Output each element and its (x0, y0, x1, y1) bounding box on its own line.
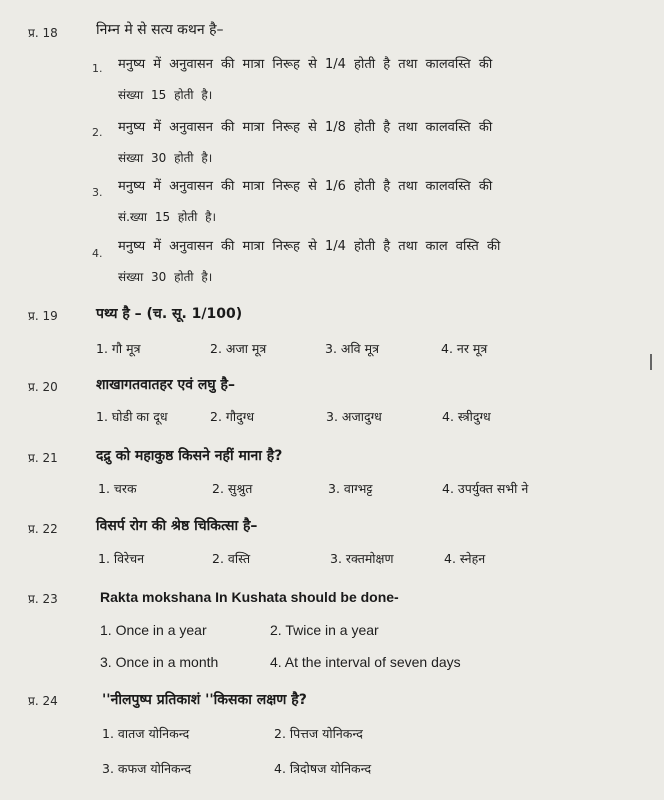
option: 4. उपर्युक्त सभी ने (442, 481, 529, 496)
option: 4. स्नेहन (444, 551, 486, 566)
question-text: विसर्प रोग की श्रेष्ठ चिकित्सा है– (96, 518, 258, 534)
option: 4. स्त्रीदुग्ध (442, 409, 491, 424)
question-number: प्र. 18 (28, 26, 58, 40)
option-text-line2: संख्या 30 होती है। (118, 151, 213, 165)
option: 1. घोडी का दूध (96, 409, 168, 424)
option: 3. अजादुग्ध (326, 409, 382, 424)
option: 1. गौ मूत्र (96, 341, 141, 356)
margin-mark (650, 354, 652, 370)
option: 3. कफज योनिकन्द (102, 761, 192, 776)
option: 1. Once in a year (100, 622, 207, 638)
option: 3. Once in a month (100, 654, 219, 670)
option: 4. नर मूत्र (441, 341, 488, 356)
question-text: Rakta mokshana In Kushata should be done- (100, 589, 399, 605)
option-text-line2: संख्या 15 होती है। (118, 88, 213, 102)
option-text-line1: मनुष्य में अनुवासन की मात्रा निरूह से 1/6 होती है तथा कालवस्ति की (118, 179, 493, 194)
option: 2. अजा मूत्र (210, 341, 267, 356)
option: 3. वाग्भट्ट (328, 481, 373, 496)
question-text: निम्न मे से सत्य कथन है– (96, 22, 224, 38)
option-number: 2. (92, 126, 103, 139)
option: 2. वस्ति (212, 551, 251, 566)
option: 4. त्रिदोषज योनिकन्द (274, 761, 372, 776)
option-number: 1. (92, 62, 103, 75)
option: 2. पित्तज योनिकन्द (274, 726, 363, 741)
option: 2. Twice in a year (270, 622, 379, 638)
option-number: 3. (92, 186, 103, 199)
option: 2. गौदुग्ध (210, 409, 255, 424)
option: 1. वातज योनिकन्द (102, 726, 190, 741)
question-text: दद्रु को महाकुष्ठ किसने नहीं माना है? (96, 448, 283, 464)
option-text-line1: मनुष्य में अनुवासन की मात्रा निरूह से 1/4 होती है तथा कालवस्ति की (118, 57, 493, 72)
option: 3. अवि मूत्र (325, 341, 379, 356)
option-text-line1: मनुष्य में अनुवासन की मात्रा निरूह से 1/4 होती है तथा काल वस्ति की (118, 239, 501, 254)
question-text: पथ्य है – (च. सू. 1/100) (96, 306, 243, 322)
question-text: शाखागतवातहर एवं लघु है– (96, 377, 235, 393)
option: 1. चरक (98, 481, 137, 496)
question-number: प्र. 19 (28, 309, 58, 323)
option: 1. विरेचन (98, 551, 145, 566)
option: 2. सुश्रुत (212, 481, 253, 496)
question-number: प्र. 20 (28, 380, 58, 394)
option-text-line1: मनुष्य में अनुवासन की मात्रा निरूह से 1/8 होती है तथा कालवस्ति की (118, 120, 493, 135)
option-number: 4. (92, 247, 103, 260)
question-number: प्र. 23 (28, 592, 58, 606)
option: 4. At the interval of seven days (270, 654, 461, 670)
option: 3. रक्तमोक्षण (330, 551, 394, 566)
question-text: ''नीलपुष्प प्रतिकाशं ''किसका लक्षण है? (102, 692, 307, 708)
question-number: प्र. 22 (28, 522, 58, 536)
question-number: प्र. 24 (28, 694, 58, 708)
option-text-line2: संख्या 30 होती है। (118, 270, 213, 284)
option-text-line2: सं.ख्या 15 होती है। (118, 210, 217, 224)
question-number: प्र. 21 (28, 451, 58, 465)
